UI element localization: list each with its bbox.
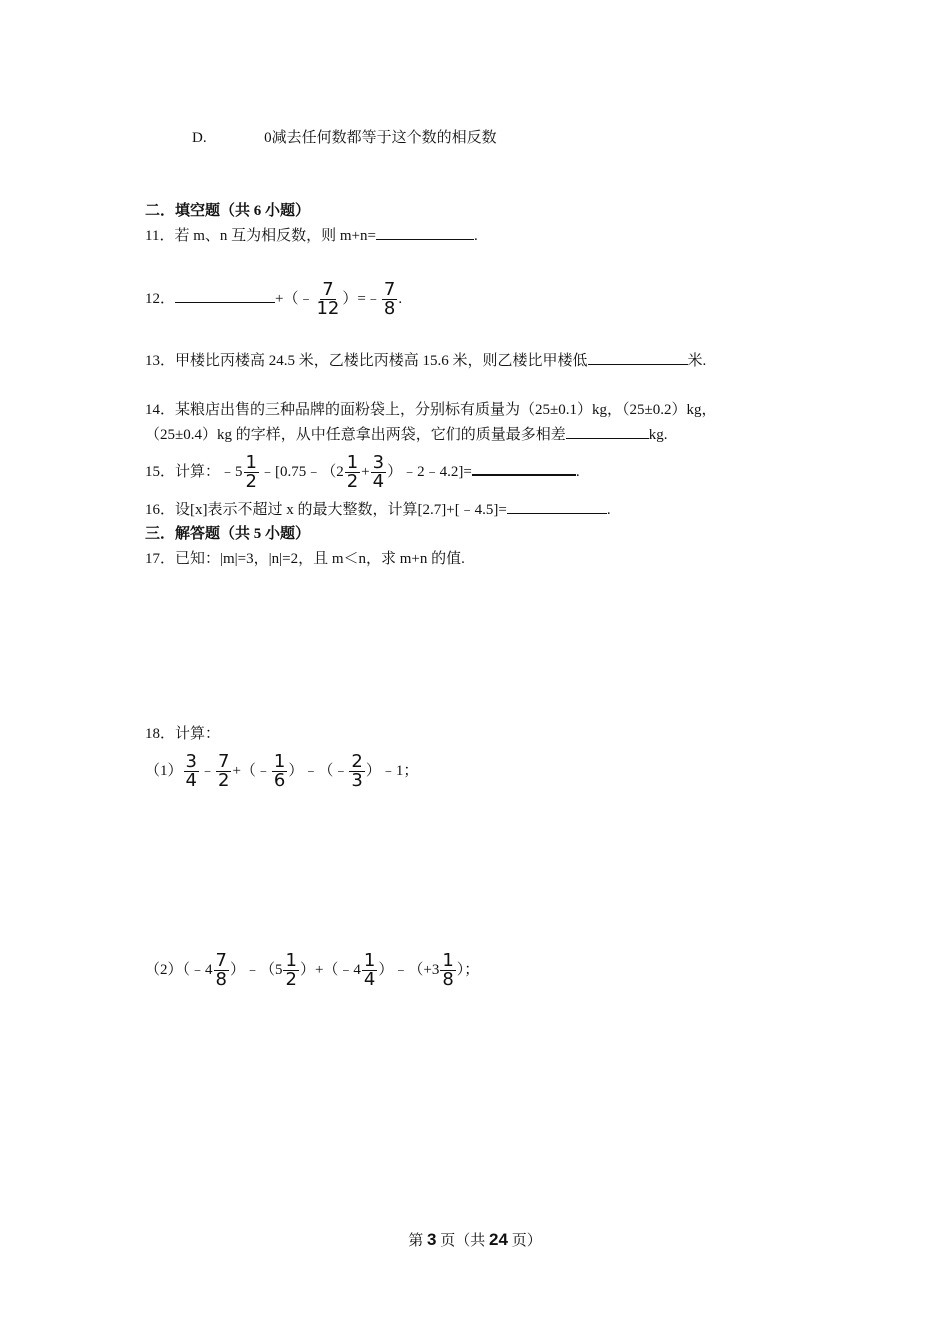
- q12-mid: +（﹣: [275, 291, 314, 307]
- q18p2-f3-numerator: 1: [363, 950, 376, 972]
- q14-text: （25±0.4）kg 的字样，从中任意拿出两袋，它们的质量最多相差: [145, 427, 566, 443]
- q18p1-f1-numerator: 3: [185, 751, 197, 773]
- q18p2-f4-numerator: 1: [442, 950, 454, 972]
- q12-after1: ）=﹣: [342, 291, 381, 307]
- q18p2-label: （2）（﹣4: [145, 962, 213, 978]
- section3-heading: 三．解答题（共 5 小题）: [145, 526, 311, 542]
- q18p2-s2: ）+（﹣4: [299, 962, 361, 978]
- q12-fraction-2: [382, 281, 397, 318]
- question-14-line1: 14．某粮店出售的三种品牌的面粉袋上，分别标有质量为（25±0.1）kg，（25±0.2）kg，: [145, 402, 717, 418]
- q18p2-fraction-2: [283, 952, 298, 989]
- q16-answer-blank[interactable]: [507, 499, 607, 514]
- q15-frac2-numerator: 1: [346, 452, 359, 474]
- question-13: [145, 350, 706, 372]
- q13-text: 13．甲楼比丙楼高 24.5 米，乙楼比丙楼高 15.6 米，则乙楼比甲楼低: [145, 353, 588, 369]
- q18p2-fraction-4: [440, 952, 455, 989]
- option-d-label: D.: [192, 130, 207, 146]
- q18p1-s1: ﹣: [199, 763, 215, 779]
- q15-answer-blank[interactable]: [472, 460, 576, 476]
- q18p1-f3-numerator: 1: [273, 751, 286, 773]
- q18p1-f4-numerator: 2: [351, 751, 363, 773]
- q15-end: .: [575, 464, 580, 480]
- q18p1-f3-denominator: 6: [273, 770, 286, 792]
- q15-frac3-denominator: 4: [372, 471, 385, 493]
- option-d-text: 0减去任何数都等于这个数的相反数: [264, 130, 497, 146]
- q18p1-f2-numerator: 7: [217, 751, 230, 773]
- q16-end: .: [606, 502, 611, 518]
- question-14-line2: [145, 424, 668, 446]
- q12-answer-blank[interactable]: [175, 288, 275, 303]
- q15-fraction-1: [244, 454, 259, 491]
- q16-text: 16．设[x]表示不超过 x 的最大整数，计算[2.7]+[﹣4.5]=: [145, 502, 507, 518]
- q15-frac3-numerator: 3: [372, 452, 385, 474]
- footer-mid: 页（共: [436, 1233, 490, 1249]
- q18p2-s4: ）；: [456, 962, 480, 978]
- q18p2-f1-denominator: 8: [215, 969, 227, 991]
- question-12: [145, 281, 402, 318]
- q14-answer-blank[interactable]: [566, 424, 649, 439]
- q18p1-s3: ）﹣（﹣: [288, 763, 349, 779]
- q12-frac2-numerator: 7: [383, 279, 396, 301]
- q15-fraction-3: [371, 454, 386, 491]
- q18p2-fraction-3: [362, 952, 377, 989]
- q12-fraction-1: [314, 281, 341, 318]
- q11-answer-blank[interactable]: [376, 225, 474, 240]
- q12-num: 12．: [145, 291, 176, 307]
- q18p1-f1-denominator: 4: [185, 770, 197, 792]
- q18p2-f1-numerator: 7: [215, 950, 227, 972]
- q18p1-s2: +（﹣: [232, 763, 271, 779]
- q15-mid1: ﹣[0.75﹣（2: [259, 464, 344, 480]
- q11-end: .: [473, 228, 478, 244]
- footer-total-pages: 24: [489, 1230, 508, 1249]
- q13-answer-blank[interactable]: [588, 350, 688, 365]
- question-17: 17．已知：|m|=3，|n|=2，且 m＜n，求 m+n 的值.: [145, 551, 465, 567]
- q15-pre: 15．计算：﹣5: [145, 464, 243, 480]
- q15-fraction-2: [345, 454, 360, 491]
- q18p1-fraction-2: [216, 753, 231, 790]
- q15-frac1-denominator: 2: [245, 471, 257, 493]
- q15-plus: +: [361, 464, 370, 480]
- q18p2-s3: ）﹣（+3: [378, 962, 440, 978]
- footer-pre: 第: [408, 1233, 428, 1249]
- footer-page-number: 3: [427, 1230, 437, 1249]
- q18p1-fraction-3: [272, 753, 287, 790]
- question-11: [145, 225, 478, 247]
- q18p1-s4: ）﹣1；: [365, 763, 419, 779]
- section2-heading: 二．填空题（共 6 小题）: [145, 203, 311, 219]
- option-d: [192, 127, 497, 149]
- q15-frac2-denominator: 2: [346, 471, 359, 493]
- page-footer: [0, 1229, 950, 1250]
- q11-text: 11．若 m、n 互为相反数，则 m+n=: [145, 228, 376, 244]
- q18p2-f2-denominator: 2: [285, 969, 297, 991]
- q18p2-s1: ）﹣（5: [229, 962, 283, 978]
- q12-frac2-denominator: 8: [383, 298, 396, 320]
- q18p1-f2-denominator: 2: [217, 770, 230, 792]
- q18p1-fraction-4: [349, 753, 364, 790]
- question-18-title: 18．计算：: [145, 726, 221, 742]
- footer-post: 页）: [507, 1233, 542, 1249]
- question-18-part2: [145, 950, 479, 990]
- q18p2-fraction-1: [214, 952, 229, 989]
- q18p1-f4-denominator: 3: [351, 770, 363, 792]
- q15-frac1-numerator: 1: [245, 452, 257, 474]
- question-18-part1: [145, 751, 418, 791]
- q13-end: 米.: [687, 353, 707, 369]
- question-15: [145, 454, 580, 491]
- q18p2-f3-denominator: 4: [363, 969, 376, 991]
- q12-end: .: [398, 291, 403, 307]
- q12-frac1-numerator: 7: [322, 279, 334, 301]
- q18p2-f4-denominator: 8: [442, 969, 454, 991]
- q18p2-f2-numerator: 1: [285, 950, 297, 972]
- q12-frac1-denominator: 12: [316, 298, 340, 320]
- question-16: [145, 499, 611, 521]
- q14-end: kg.: [648, 427, 668, 443]
- q18p1-fraction-1: [184, 753, 199, 790]
- q15-mid2: ）﹣2﹣4.2]=: [387, 464, 472, 480]
- q18p1-label: （1）: [145, 763, 183, 779]
